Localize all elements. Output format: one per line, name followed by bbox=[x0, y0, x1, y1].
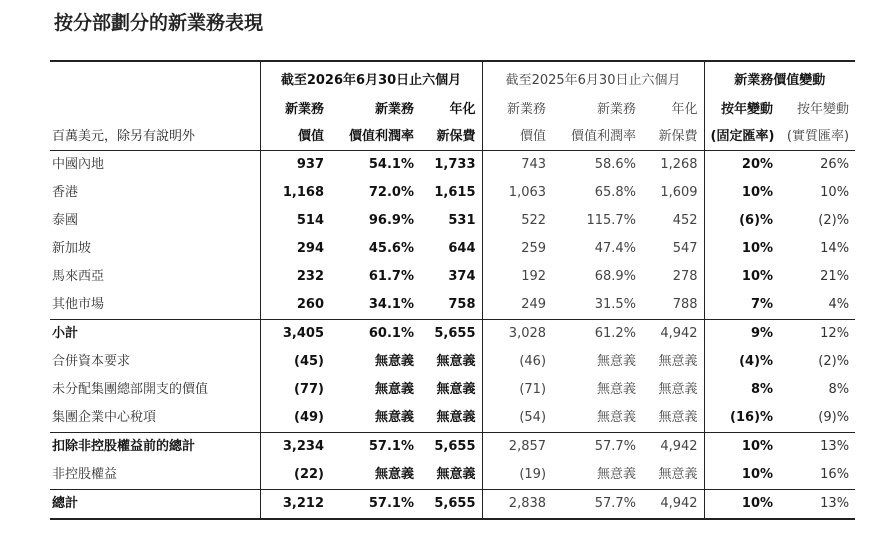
cell-cur-margin: 34.1% bbox=[368, 297, 414, 312]
cell-prior-ape: 4,942 bbox=[642, 490, 704, 520]
header-prior-ape-2: 新保費 bbox=[642, 123, 704, 151]
cell-cur-margin: 45.6% bbox=[368, 241, 414, 256]
cell-prior-ape: 4,942 bbox=[642, 320, 704, 349]
table-row bbox=[50, 490, 855, 520]
header-prior-nbv: 新業務 bbox=[482, 96, 552, 123]
row-label: 合併資本要求 bbox=[52, 354, 131, 369]
cell-chg-actual: 16% bbox=[820, 467, 850, 482]
header-prior-ape: 年化 bbox=[671, 101, 698, 117]
cell-chg-actual: 12% bbox=[779, 320, 855, 349]
header-row-sub1 bbox=[50, 96, 855, 123]
cell-cur-ape: 644 bbox=[448, 241, 476, 256]
table-row bbox=[50, 320, 855, 349]
cell-prior-nbv: (71) bbox=[482, 376, 552, 404]
cell-chg-fixed: 10% bbox=[704, 461, 779, 490]
cell-prior-margin: 65.8% bbox=[594, 185, 637, 200]
cell-cur-nbv: 3,234 bbox=[260, 433, 330, 462]
cell-prior-nbv: (54) bbox=[482, 404, 552, 433]
cell-chg-fixed: 10% bbox=[704, 490, 779, 520]
cell-chg-actual: 13% bbox=[779, 490, 855, 520]
table-row bbox=[50, 179, 855, 207]
cell-cur-margin: 54.1% bbox=[368, 157, 414, 172]
cell-prior-ape: 無意義 bbox=[658, 382, 698, 397]
cell-cur-ape: 無意義 bbox=[436, 467, 476, 482]
cell-prior-nbv: 2,857 bbox=[482, 433, 552, 462]
row-label: 總計 bbox=[50, 490, 260, 520]
row-label: 香港 bbox=[52, 185, 79, 200]
cell-prior-margin: 68.9% bbox=[594, 269, 637, 284]
cell-chg-actual: 4% bbox=[828, 297, 850, 312]
cell-chg-actual: 21% bbox=[820, 269, 850, 284]
cell-prior-ape: 547 bbox=[672, 241, 698, 256]
cell-prior-nbv: 2,838 bbox=[482, 490, 552, 520]
cell-cur-nbv: 1,168 bbox=[260, 179, 330, 207]
cell-cur-ape: 5,655 bbox=[420, 320, 482, 349]
table-row bbox=[50, 348, 855, 376]
cell-prior-margin: 無意義 bbox=[597, 354, 637, 369]
cell-cur-nbv: 3,212 bbox=[260, 490, 330, 520]
cell-cur-margin: 96.9% bbox=[368, 213, 414, 228]
cell-cur-margin: 無意義 bbox=[374, 410, 414, 425]
cell-chg-fixed: 10% bbox=[704, 433, 779, 462]
cell-chg-fixed: 8% bbox=[704, 376, 779, 404]
cell-cur-nbv: 937 bbox=[260, 151, 330, 180]
header-chg-fixed: 按年變動 bbox=[704, 96, 779, 123]
header-cur-ape: 年化 bbox=[449, 101, 476, 117]
cell-cur-ape: 5,655 bbox=[420, 490, 482, 520]
cell-chg-fixed: (4)% bbox=[704, 348, 779, 376]
cell-cur-ape: 1,733 bbox=[434, 157, 476, 172]
row-label: 扣除非控股權益前的總計 bbox=[50, 433, 260, 462]
cell-chg-actual: 10% bbox=[820, 185, 850, 200]
cell-cur-margin: 57.1% bbox=[330, 433, 420, 462]
cell-prior-margin: 115.7% bbox=[586, 213, 637, 228]
cell-chg-fixed: 10% bbox=[704, 179, 779, 207]
cell-prior-nbv: (46) bbox=[482, 348, 552, 376]
cell-cur-ape: 無意義 bbox=[436, 382, 476, 397]
cell-chg-actual: (2)% bbox=[818, 213, 850, 228]
table-row bbox=[50, 376, 855, 404]
cell-cur-nbv: 260 bbox=[260, 291, 330, 320]
cell-prior-ape: 1,609 bbox=[660, 185, 698, 200]
cell-prior-ape: 無意義 bbox=[658, 467, 698, 482]
table-row bbox=[50, 263, 855, 291]
header-chg-actual-2: (實質匯率) bbox=[779, 123, 855, 151]
header-unit-label: 百萬美元，除另有說明外 bbox=[50, 123, 260, 151]
cell-prior-margin: 無意義 bbox=[597, 382, 637, 397]
cell-chg-fixed: 10% bbox=[704, 235, 779, 263]
table-row bbox=[50, 207, 855, 235]
cell-cur-margin: 無意義 bbox=[374, 354, 414, 369]
cell-prior-margin: 57.7% bbox=[552, 433, 642, 462]
cell-cur-ape: 5,655 bbox=[420, 433, 482, 462]
row-label: 未分配集團總部開支的價值 bbox=[52, 382, 209, 397]
cell-prior-ape: 788 bbox=[672, 297, 698, 312]
cell-cur-nbv: (77) bbox=[260, 376, 330, 404]
cell-cur-margin: 無意義 bbox=[374, 467, 414, 482]
cell-prior-ape: 452 bbox=[672, 213, 698, 228]
cell-prior-margin: 58.6% bbox=[594, 157, 637, 172]
cell-prior-margin: 無意義 bbox=[597, 410, 637, 425]
page-title: 按分部劃分的新業務表現 bbox=[54, 12, 264, 34]
cell-prior-nbv: 192 bbox=[482, 263, 552, 291]
cell-cur-margin: 60.1% bbox=[330, 320, 420, 349]
cell-cur-ape: 758 bbox=[448, 297, 476, 312]
cell-chg-fixed: (6)% bbox=[704, 207, 779, 235]
cell-chg-actual: (2)% bbox=[818, 354, 850, 369]
cell-cur-nbv: 514 bbox=[260, 207, 330, 235]
header-cur-ape-2: 新保費 bbox=[420, 123, 482, 151]
cell-chg-fixed: 7% bbox=[704, 291, 779, 320]
header-cur-margin-2: 價值利潤率 bbox=[330, 123, 420, 151]
table-row bbox=[50, 151, 855, 180]
cell-prior-nbv: 249 bbox=[482, 291, 552, 320]
cell-prior-margin: 無意義 bbox=[597, 467, 637, 482]
cell-chg-fixed: 10% bbox=[704, 263, 779, 291]
cell-chg-actual: (9)% bbox=[818, 410, 850, 425]
cell-cur-nbv: (45) bbox=[260, 348, 330, 376]
row-label: 中國內地 bbox=[52, 157, 105, 172]
cell-chg-fixed: (16)% bbox=[704, 404, 779, 433]
row-label: 馬來西亞 bbox=[52, 269, 105, 284]
cell-cur-nbv: (49) bbox=[260, 404, 330, 433]
row-label: 集團企業中心稅項 bbox=[52, 410, 157, 425]
cell-cur-margin: 61.7% bbox=[368, 269, 414, 284]
cell-cur-margin: 無意義 bbox=[374, 382, 414, 397]
header-chg-fixed-2: (固定匯率) bbox=[704, 123, 779, 151]
cell-cur-margin: 72.0% bbox=[368, 185, 414, 200]
cell-prior-ape: 4,942 bbox=[642, 433, 704, 462]
new-business-table bbox=[50, 60, 855, 520]
header-prior-margin: 新業務 bbox=[597, 101, 637, 117]
cell-prior-nbv: 743 bbox=[482, 151, 552, 180]
table-row bbox=[50, 235, 855, 263]
cell-cur-nbv: 294 bbox=[260, 235, 330, 263]
cell-prior-nbv: 1,063 bbox=[482, 179, 552, 207]
row-label: 非控股權益 bbox=[52, 467, 118, 482]
cell-cur-nbv: 3,405 bbox=[260, 320, 330, 349]
cell-chg-fixed: 9% bbox=[704, 320, 779, 349]
cell-prior-margin: 57.7% bbox=[552, 490, 642, 520]
cell-prior-ape: 無意義 bbox=[658, 354, 698, 369]
cell-cur-ape: 531 bbox=[448, 213, 476, 228]
cell-cur-ape: 1,615 bbox=[434, 185, 476, 200]
cell-prior-nbv: (19) bbox=[482, 461, 552, 490]
cell-prior-margin: 47.4% bbox=[594, 241, 637, 256]
row-label: 其他市場 bbox=[52, 297, 105, 312]
header-prior-margin-2: 價值利潤率 bbox=[552, 123, 642, 151]
cell-prior-nbv: 522 bbox=[482, 207, 552, 235]
header-cur-nbv: 新業務 bbox=[260, 96, 330, 123]
header-group-change: 新業務價值變動 bbox=[704, 61, 855, 96]
table-row bbox=[50, 291, 855, 320]
table-row bbox=[50, 404, 855, 433]
cell-cur-ape: 無意義 bbox=[436, 354, 476, 369]
header-group-prior: 截至2025年6月30日止六個月 bbox=[482, 61, 704, 96]
header-cur-nbv-2: 價值 bbox=[260, 123, 330, 151]
cell-cur-ape: 無意義 bbox=[436, 410, 476, 425]
row-label: 新加坡 bbox=[52, 241, 92, 256]
cell-prior-nbv: 259 bbox=[482, 235, 552, 263]
cell-prior-ape: 278 bbox=[672, 269, 698, 284]
cell-cur-nbv: 232 bbox=[260, 263, 330, 291]
cell-cur-ape: 374 bbox=[448, 269, 476, 284]
header-group-current: 截至2026年6月30日止六個月 bbox=[260, 61, 482, 96]
cell-prior-ape: 無意義 bbox=[658, 410, 698, 425]
header-blank bbox=[50, 96, 260, 123]
cell-prior-margin: 61.2% bbox=[552, 320, 642, 349]
header-corner bbox=[50, 61, 260, 96]
header-chg-actual: 按年變動 bbox=[797, 101, 850, 117]
cell-cur-margin: 57.1% bbox=[330, 490, 420, 520]
header-prior-nbv-2: 價值 bbox=[482, 123, 552, 151]
row-label: 泰國 bbox=[52, 213, 79, 228]
cell-cur-nbv: (22) bbox=[260, 461, 330, 490]
cell-chg-actual: 26% bbox=[820, 157, 850, 172]
header-row-sub2 bbox=[50, 123, 855, 151]
cell-chg-actual: 13% bbox=[779, 433, 855, 462]
cell-chg-actual: 14% bbox=[820, 241, 850, 256]
table-row bbox=[50, 461, 855, 490]
table-row bbox=[50, 433, 855, 462]
cell-chg-actual: 8% bbox=[828, 382, 850, 397]
header-row-groups bbox=[50, 61, 855, 96]
cell-chg-fixed: 20% bbox=[704, 151, 779, 180]
cell-prior-margin: 31.5% bbox=[594, 297, 637, 312]
cell-prior-ape: 1,268 bbox=[660, 157, 698, 172]
cell-prior-nbv: 3,028 bbox=[482, 320, 552, 349]
header-cur-margin: 新業務 bbox=[374, 101, 414, 117]
row-label: 小計 bbox=[50, 320, 260, 349]
